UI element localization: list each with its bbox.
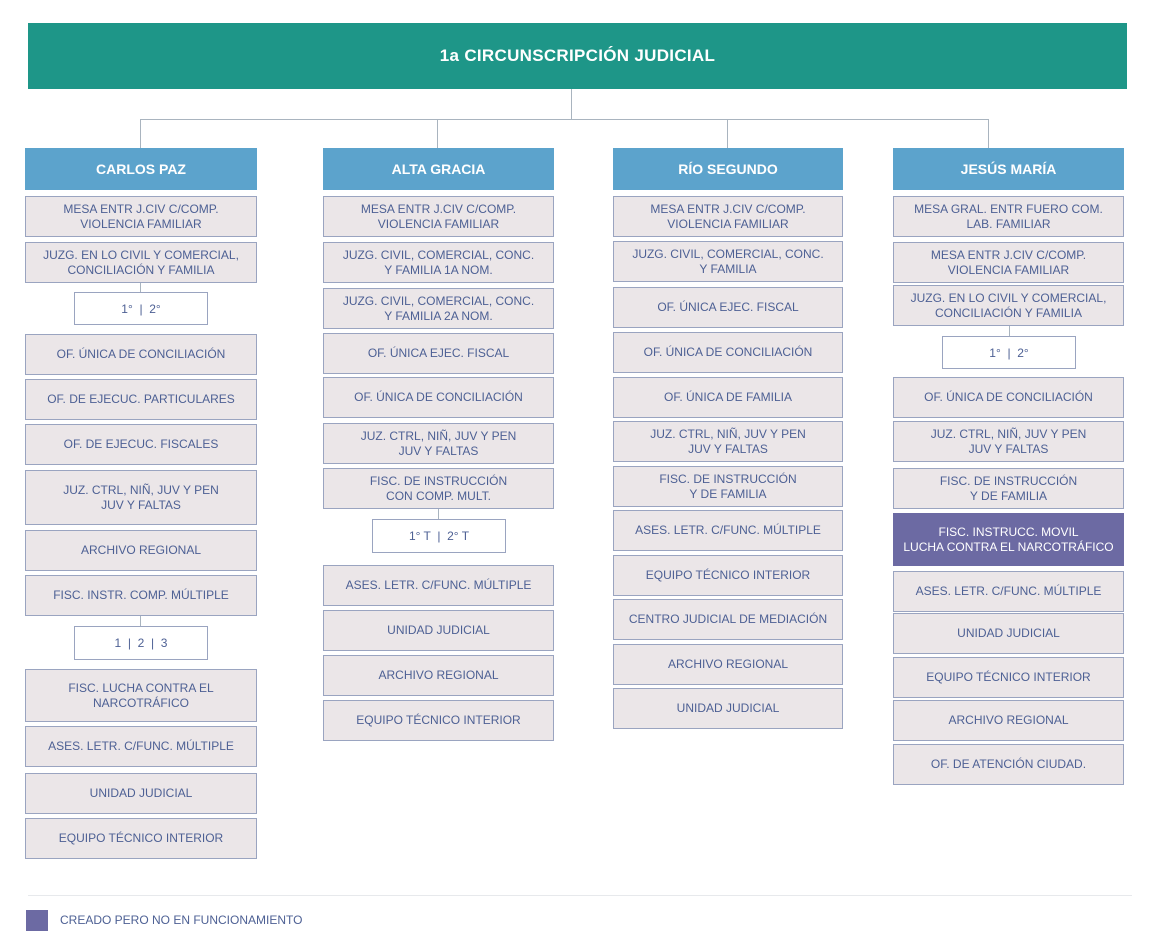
connector-trunk [571, 89, 572, 120]
org-unit-box: JUZG. CIVIL, COMERCIAL, CONC. Y FAMILIA [613, 241, 843, 282]
org-unit-box: JUZ. CTRL, NIÑ, JUV Y PEN JUV Y FALTAS [323, 423, 554, 464]
column-header-alta-gracia: ALTA GRACIA [323, 148, 554, 190]
connector-drop-rio-segundo [727, 119, 728, 148]
org-unit-box: JUZ. CTRL, NIÑ, JUV Y PEN JUV Y FALTAS [613, 421, 843, 462]
org-unit-box: JUZG. CIVIL, COMERCIAL, CONC. Y FAMILIA 2A NOM. [323, 288, 554, 329]
org-unit-box: FISC. DE INSTRUCCIÓN Y DE FAMILIA [613, 466, 843, 507]
org-unit-box: UNIDAD JUDICIAL [25, 773, 257, 814]
connector-drop-carlos-paz [140, 119, 141, 148]
column-header-jesus-maria: JESÚS MARÍA [893, 148, 1124, 190]
org-unit-box: EQUIPO TÉCNICO INTERIOR [323, 700, 554, 741]
org-unit-box: OF. ÚNICA EJEC. FISCAL [323, 333, 554, 374]
legend-swatch [26, 910, 48, 931]
org-unit-box: OF. ÚNICA DE CONCILIACIÓN [893, 377, 1124, 418]
org-unit-box: MESA GRAL. ENTR FUERO COM. LAB. FAMILIAR [893, 196, 1124, 237]
org-unit-box: JUZG. CIVIL, COMERCIAL, CONC. Y FAMILIA 1A NOM. [323, 242, 554, 283]
org-unit-box: EQUIPO TÉCNICO INTERIOR [613, 555, 843, 596]
org-unit-box: ARCHIVO REGIONAL [893, 700, 1124, 741]
org-unit-box: FISC. DE INSTRUCCIÓN Y DE FAMILIA [893, 468, 1124, 509]
sub-unit-box: 1° T | 2° T [372, 519, 506, 553]
org-unit-box: EQUIPO TÉCNICO INTERIOR [25, 818, 257, 859]
org-unit-box: MESA ENTR J.CIV C/COMP. VIOLENCIA FAMILIAR [613, 196, 843, 237]
org-unit-box: ARCHIVO REGIONAL [613, 644, 843, 685]
org-unit-box-not-operational: FISC. INSTRUCC. MOVIL LUCHA CONTRA EL NARCOTRÁFICO [893, 513, 1124, 566]
sub-unit-box: 1 | 2 | 3 [74, 626, 208, 660]
org-unit-box: UNIDAD JUDICIAL [323, 610, 554, 651]
org-unit-box: FISC. LUCHA CONTRA EL NARCOTRÁFICO [25, 669, 257, 722]
org-unit-box: OF. ÚNICA DE CONCILIACIÓN [25, 334, 257, 375]
org-unit-box: OF. ÚNICA DE FAMILIA [613, 377, 843, 418]
org-unit-box: MESA ENTR J.CIV C/COMP. VIOLENCIA FAMILIAR [893, 242, 1124, 283]
column-header-rio-segundo: RÍO SEGUNDO [613, 148, 843, 190]
org-unit-box: OF. DE EJECUC. FISCALES [25, 424, 257, 465]
org-unit-box: JUZG. EN LO CIVIL Y COMERCIAL, CONCILIACIÓN Y FAMILIA [25, 242, 257, 283]
legend-label: CREADO PERO NO EN FUNCIONAMIENTO [60, 913, 303, 927]
org-unit-box: MESA ENTR J.CIV C/COMP. VIOLENCIA FAMILIAR [25, 196, 257, 237]
connector-horizontal [140, 119, 989, 120]
connector-drop-jesus-maria [988, 119, 989, 148]
org-unit-box: OF. DE ATENCIÓN CIUDAD. [893, 744, 1124, 785]
column-header-carlos-paz: CARLOS PAZ [25, 148, 257, 190]
org-unit-box: OF. ÚNICA DE CONCILIACIÓN [323, 377, 554, 418]
org-unit-box: UNIDAD JUDICIAL [613, 688, 843, 729]
org-unit-box: OF. ÚNICA DE CONCILIACIÓN [613, 332, 843, 373]
org-unit-box: EQUIPO TÉCNICO INTERIOR [893, 657, 1124, 698]
org-unit-box: ARCHIVO REGIONAL [25, 530, 257, 571]
org-unit-box: OF. ÚNICA EJEC. FISCAL [613, 287, 843, 328]
org-unit-box: MESA ENTR J.CIV C/COMP. VIOLENCIA FAMILIAR [323, 196, 554, 237]
org-unit-box: JUZG. EN LO CIVIL Y COMERCIAL, CONCILIACIÓN Y FAMILIA [893, 285, 1124, 326]
connector-drop-alta-gracia [437, 119, 438, 148]
sub-unit-box: 1° | 2° [942, 336, 1076, 369]
org-unit-box: ASES. LETR. C/FUNC. MÚLTIPLE [893, 571, 1124, 612]
org-unit-box: CENTRO JUDICIAL DE MEDIACIÓN [613, 599, 843, 640]
org-unit-box: ASES. LETR. C/FUNC. MÚLTIPLE [323, 565, 554, 606]
org-unit-box: OF. DE EJECUC. PARTICULARES [25, 379, 257, 420]
org-unit-box: ASES. LETR. C/FUNC. MÚLTIPLE [613, 510, 843, 551]
org-unit-box: JUZ. CTRL, NIÑ, JUV Y PEN JUV Y FALTAS [25, 470, 257, 525]
org-unit-box: ARCHIVO REGIONAL [323, 655, 554, 696]
sub-unit-box: 1° | 2° [74, 292, 208, 325]
org-unit-box: FISC. DE INSTRUCCIÓN CON COMP. MULT. [323, 468, 554, 509]
legend-divider [28, 895, 1132, 896]
org-unit-box: FISC. INSTR. COMP. MÚLTIPLE [25, 575, 257, 616]
org-unit-box: ASES. LETR. C/FUNC. MÚLTIPLE [25, 726, 257, 767]
page-title: 1a CIRCUNSCRIPCIÓN JUDICIAL [28, 23, 1127, 89]
org-unit-box: JUZ. CTRL, NIÑ, JUV Y PEN JUV Y FALTAS [893, 421, 1124, 462]
org-unit-box: UNIDAD JUDICIAL [893, 613, 1124, 654]
connector-sub [1009, 325, 1010, 336]
